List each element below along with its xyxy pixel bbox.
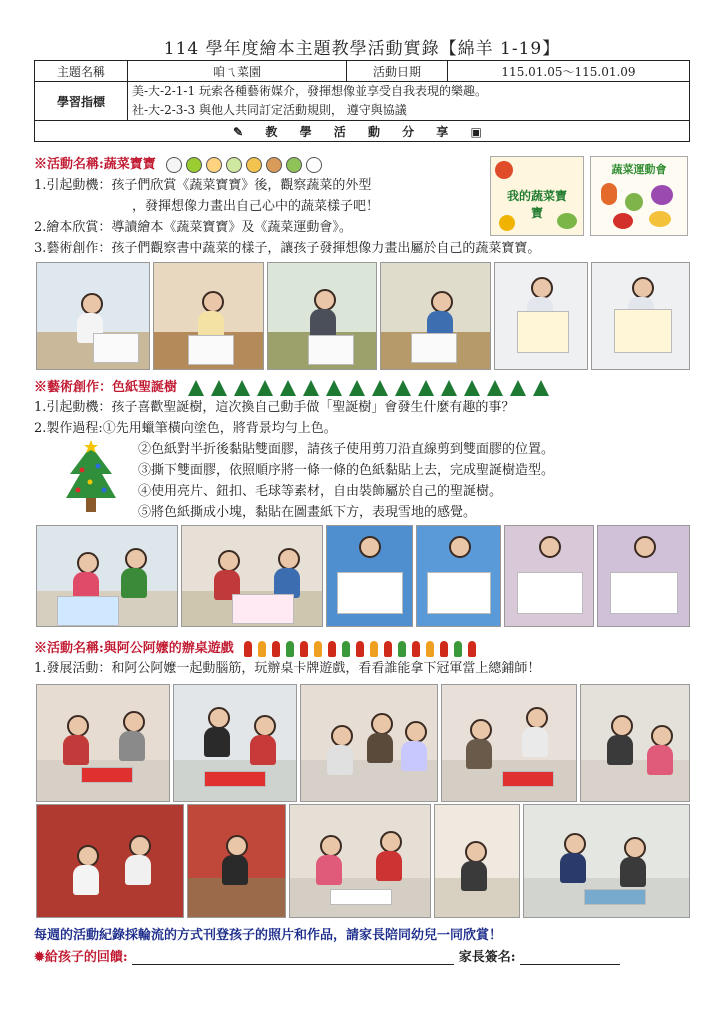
- potato-icon: [266, 157, 282, 173]
- christmas-tree-icon: [64, 440, 118, 520]
- theme-label: 主題名稱: [35, 61, 128, 82]
- tree-icon: [441, 380, 457, 396]
- photo: [36, 804, 184, 918]
- s1-line-1: 1.引起動機：孩子們欣賞《蔬菜寶寶》後，觀察蔬菜的外型: [34, 177, 372, 193]
- section-paper-christmas-tree: [34, 376, 690, 523]
- chili-icon: [426, 641, 434, 657]
- s2-line-2: 2.製作過程:①先用蠟筆橫向塗色，將背景均勻上色。: [34, 420, 337, 436]
- photo: [441, 684, 577, 802]
- photo: [289, 804, 431, 918]
- photo: [494, 262, 589, 370]
- photo: [580, 684, 690, 802]
- broccoli-icon: [186, 157, 202, 173]
- photo-row-3: [36, 684, 690, 800]
- footer-note: 每週的活動紀錄採輪流的方式刊登孩子的照片和作品，請家長陪同幼兒一同欣賞！: [34, 928, 503, 943]
- photo: [380, 262, 490, 370]
- corn-icon: [246, 157, 262, 173]
- tree-icon: [395, 380, 411, 396]
- photo-row-2: [36, 525, 690, 625]
- tree-icon: [464, 380, 480, 396]
- s1-line-2: 2.繪本欣賞：導讀繪本《蔬菜寶寶》及《蔬菜運動會》。: [34, 219, 352, 235]
- s2-step-4: ④使用亮片、鈕扣、毛球等素材，自由裝飾屬於自己的聖誕樹。: [138, 483, 503, 499]
- chili-icon: [454, 641, 462, 657]
- chili-icon: [300, 641, 308, 657]
- book-title-2: 蔬菜運動會: [611, 163, 667, 176]
- s2-line-1: 1.引起動機：孩子喜歡聖誕樹，這次換自己動手做「聖誕樹」會發生什麼有趣的事？: [34, 399, 515, 415]
- photo: [597, 525, 690, 627]
- chili-icon: [328, 641, 336, 657]
- photo: [326, 525, 413, 627]
- chili-icon: [342, 641, 350, 657]
- chili-icon: [244, 641, 252, 657]
- book-cover-vegetable-babies: [490, 156, 584, 236]
- photo: [504, 525, 595, 627]
- s1-line-3: 3.藝術創作：孩子們觀察書中蔬菜的樣子，讓孩子發揮想像力畫出屬於自己的蔬菜寶寶。: [34, 240, 541, 256]
- chili-icon: [370, 641, 378, 657]
- photo: [267, 262, 377, 370]
- photo: [416, 525, 501, 627]
- picture-icon: ▣: [470, 124, 491, 139]
- tree-icons: [188, 380, 549, 396]
- signature-field[interactable]: [520, 964, 620, 965]
- photo: [36, 525, 178, 627]
- photo: [36, 684, 170, 802]
- photo: [300, 684, 438, 802]
- indicator-line-2: 社-大-2-3-3 與他人共同訂定活動規則， 遵守與協議: [132, 103, 407, 117]
- photo-row-1: [36, 262, 690, 368]
- radish-icon: [306, 157, 322, 173]
- tree-icon: [234, 380, 250, 396]
- photo: [36, 262, 150, 370]
- section-title: ※活動名稱:蔬菜寶寶: [34, 157, 156, 172]
- chili-icon: [286, 641, 294, 657]
- photo-row-4: [36, 804, 690, 916]
- feedback-label: ✹給孩子的回饋:: [34, 950, 128, 965]
- chili-icon: [356, 641, 364, 657]
- tree-icon: [280, 380, 296, 396]
- chili-icon: [440, 641, 448, 657]
- vegetable-icons: [166, 157, 322, 173]
- book-cover-vegetable-sports: [590, 156, 688, 236]
- tree-icon: [257, 380, 273, 396]
- indicator-line-1: 美-大-2-1-1 玩索各種藝術媒介，發揮想像並享受自我表現的樂趣。: [132, 84, 487, 98]
- chili-icon: [468, 641, 476, 657]
- footer-feedback: [34, 946, 620, 965]
- tree-icon: [372, 380, 388, 396]
- photo: [153, 262, 263, 370]
- chili-icon: [412, 641, 420, 657]
- pepper-icon: [286, 157, 302, 173]
- tree-icon: [349, 380, 365, 396]
- chili-icon: [314, 641, 322, 657]
- s3-line-1: 1.發展活動：和阿公阿嬤一起動腦筋，玩辦桌卡牌遊戲，看看誰能拿下冠軍當上總鋪師！: [34, 660, 541, 676]
- page-title: 114 學年度繪本主題教學活動實錄【綿羊 1-19】: [163, 39, 561, 59]
- theme-value: 咱ㄟ菜園: [128, 61, 347, 82]
- feedback-field[interactable]: [132, 964, 454, 965]
- header-table: [34, 60, 690, 142]
- tree-icon: [188, 380, 204, 396]
- tree-icon: [211, 380, 227, 396]
- indicator-label: 學習指標: [35, 82, 128, 121]
- cabbage-icon: [226, 157, 242, 173]
- s1-line-1b: ，發揮想像力畫出自己心中的蔬菜樣子吧！: [132, 198, 380, 214]
- chili-icon: [398, 641, 406, 657]
- date-value: 115.01.05～115.01.09: [448, 61, 690, 82]
- photo: [591, 262, 690, 370]
- s2-step-3: ③撕下雙面膠，依照順序將一條一條的色紙黏貼上去，完成聖誕樹造型。: [138, 462, 555, 478]
- book-title-1: 我的蔬菜寶寶: [506, 189, 567, 220]
- section-banquet-game: [34, 637, 690, 679]
- onion-icon: [206, 157, 222, 173]
- chili-icon: [258, 641, 266, 657]
- tree-icon: [326, 380, 342, 396]
- photo: [173, 684, 297, 802]
- tree-icon: [487, 380, 503, 396]
- share-heading: [35, 121, 690, 142]
- date-label: 活動日期: [347, 61, 448, 82]
- photo: [181, 525, 323, 627]
- photo: [434, 804, 520, 918]
- section-title: ※活動名稱:與阿公阿嬤的辦桌遊戲: [34, 641, 234, 656]
- share-label: 教 學 活 動 分 享: [265, 124, 458, 139]
- section-title: ※藝術創作：色紙聖誕樹: [34, 380, 178, 395]
- tree-icon: [510, 380, 526, 396]
- chili-icon: [272, 641, 280, 657]
- chili-icon: [384, 641, 392, 657]
- photo: [187, 804, 287, 918]
- vegetable-icon: [166, 157, 182, 173]
- tree-icon: [533, 380, 549, 396]
- s2-step-2: ②色紙對半折後黏貼雙面膠，請孩子使用剪刀沿直線剪到雙面膠的位置。: [138, 441, 555, 457]
- chili-icons: [244, 641, 476, 657]
- sign-label: 家長簽名:: [458, 950, 516, 965]
- pencil-icon: ✎: [233, 124, 253, 139]
- photo: [523, 804, 690, 918]
- tree-icon: [303, 380, 319, 396]
- s2-step-5: ⑤將色紙撕成小塊，黏貼在圖畫紙下方，表現雪地的感覺。: [138, 504, 477, 520]
- tree-icon: [418, 380, 434, 396]
